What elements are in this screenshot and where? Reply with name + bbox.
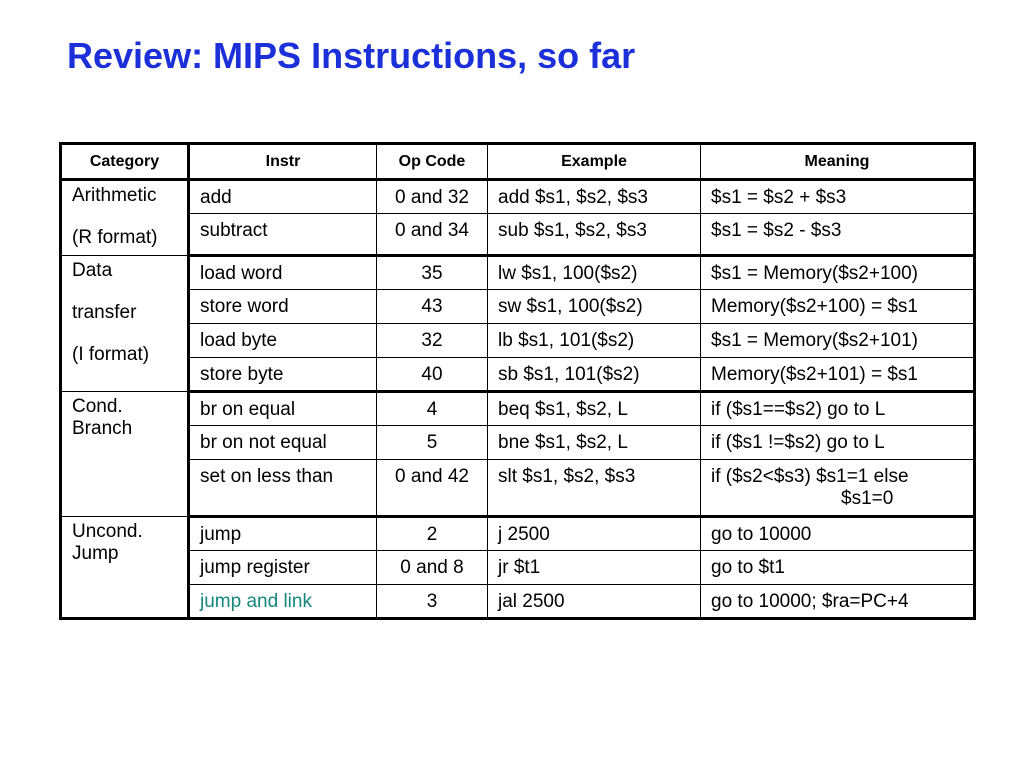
meaning-cell: go to 10000 — [701, 517, 975, 551]
opcode-cell: 35 — [377, 256, 488, 290]
meaning-cell: $s1 = Memory($s2+100) — [701, 256, 975, 290]
instr-cell: store word — [189, 290, 377, 324]
header-opcode: Op Code — [377, 144, 488, 180]
table-row — [61, 551, 975, 585]
mips-instructions-table — [59, 142, 976, 620]
example-cell: lb $s1, 101($s2) — [488, 324, 701, 358]
example-cell: lw $s1, 100($s2) — [488, 256, 701, 290]
table-row — [61, 358, 975, 392]
table-header-row — [61, 144, 975, 180]
category-label: transfer — [72, 302, 137, 323]
table-row — [61, 460, 975, 517]
header-example: Example — [488, 144, 701, 180]
example-cell: slt $s1, $s2, $s3 — [488, 460, 701, 517]
category-label: Cond. — [72, 396, 123, 417]
instr-cell: subtract — [189, 214, 377, 256]
example-cell: sub $s1, $s2, $s3 — [488, 214, 701, 256]
table-row — [61, 214, 975, 256]
meaning-cell: $s1 = $s2 + $s3 — [701, 180, 975, 214]
meaning-cell: go to 10000; $ra=PC+4 — [701, 585, 975, 619]
example-cell: j 2500 — [488, 517, 701, 551]
opcode-cell: 3 — [377, 585, 488, 619]
category-cell-data-transfer — [61, 256, 189, 392]
example-cell: sb $s1, 101($s2) — [488, 358, 701, 392]
category-label: Uncond. — [72, 521, 143, 542]
table-row — [61, 426, 975, 460]
table-row — [61, 180, 975, 214]
category-label: (I format) — [72, 344, 150, 365]
opcode-cell: 4 — [377, 392, 488, 426]
meaning-cell: if ($s1==$s2) go to L — [701, 392, 975, 426]
meaning-cell: Memory($s2+101) = $s1 — [701, 358, 975, 392]
category-label: Branch — [72, 418, 133, 439]
meaning-cell: $s1 = $s2 - $s3 — [701, 214, 975, 256]
opcode-cell: 32 — [377, 324, 488, 358]
opcode-cell: 0 and 42 — [377, 460, 488, 517]
instr-cell: set on less than — [189, 460, 377, 517]
table-row — [61, 256, 975, 290]
opcode-cell: 40 — [377, 358, 488, 392]
meaning-cell: $s1 = Memory($s2+101) — [701, 324, 975, 358]
meaning-cell: Memory($s2+100) = $s1 — [701, 290, 975, 324]
category-cell-cond-branch — [61, 392, 189, 517]
category-label: Data — [72, 260, 113, 281]
opcode-cell: 0 and 32 — [377, 180, 488, 214]
meaning-cell: go to $t1 — [701, 551, 975, 585]
example-cell: jal 2500 — [488, 585, 701, 619]
instr-cell: load word — [189, 256, 377, 290]
category-label: (R format) — [72, 227, 158, 248]
example-cell: sw $s1, 100($s2) — [488, 290, 701, 324]
table-row — [61, 517, 975, 551]
opcode-cell: 5 — [377, 426, 488, 460]
table-row — [61, 585, 975, 619]
table-row — [61, 290, 975, 324]
meaning-cell: if ($s1 !=$s2) go to L — [701, 426, 975, 460]
opcode-cell: 0 and 34 — [377, 214, 488, 256]
category-cell-uncond-jump — [61, 517, 189, 619]
header-category: Category — [61, 144, 189, 180]
example-cell: add $s1, $s2, $s3 — [488, 180, 701, 214]
example-cell: beq $s1, $s2, L — [488, 392, 701, 426]
instr-cell: add — [189, 180, 377, 214]
instr-cell: store byte — [189, 358, 377, 392]
example-cell: jr $t1 — [488, 551, 701, 585]
meaning-cell — [701, 460, 975, 517]
header-instr: Instr — [189, 144, 377, 180]
opcode-cell: 2 — [377, 517, 488, 551]
example-cell: bne $s1, $s2, L — [488, 426, 701, 460]
meaning-line-2: $s1=0 — [841, 488, 894, 509]
instr-cell: jump register — [189, 551, 377, 585]
opcode-cell: 43 — [377, 290, 488, 324]
table-row — [61, 324, 975, 358]
opcode-cell: 0 and 8 — [377, 551, 488, 585]
instr-cell-jump-and-link: jump and link — [189, 585, 377, 619]
meaning-line-1: if ($s2<$s3) $s1=1 else — [711, 466, 909, 487]
meaning-multiline — [711, 466, 963, 510]
slide-title: Review: MIPS Instructions, so far — [67, 35, 636, 76]
instr-cell: jump — [189, 517, 377, 551]
instr-cell: br on equal — [189, 392, 377, 426]
header-meaning: Meaning — [701, 144, 975, 180]
category-cell-arithmetic — [61, 180, 189, 256]
instr-cell: load byte — [189, 324, 377, 358]
instr-cell: br on not equal — [189, 426, 377, 460]
table-row — [61, 392, 975, 426]
category-label: Arithmetic — [72, 185, 157, 206]
category-label: Jump — [72, 543, 119, 564]
